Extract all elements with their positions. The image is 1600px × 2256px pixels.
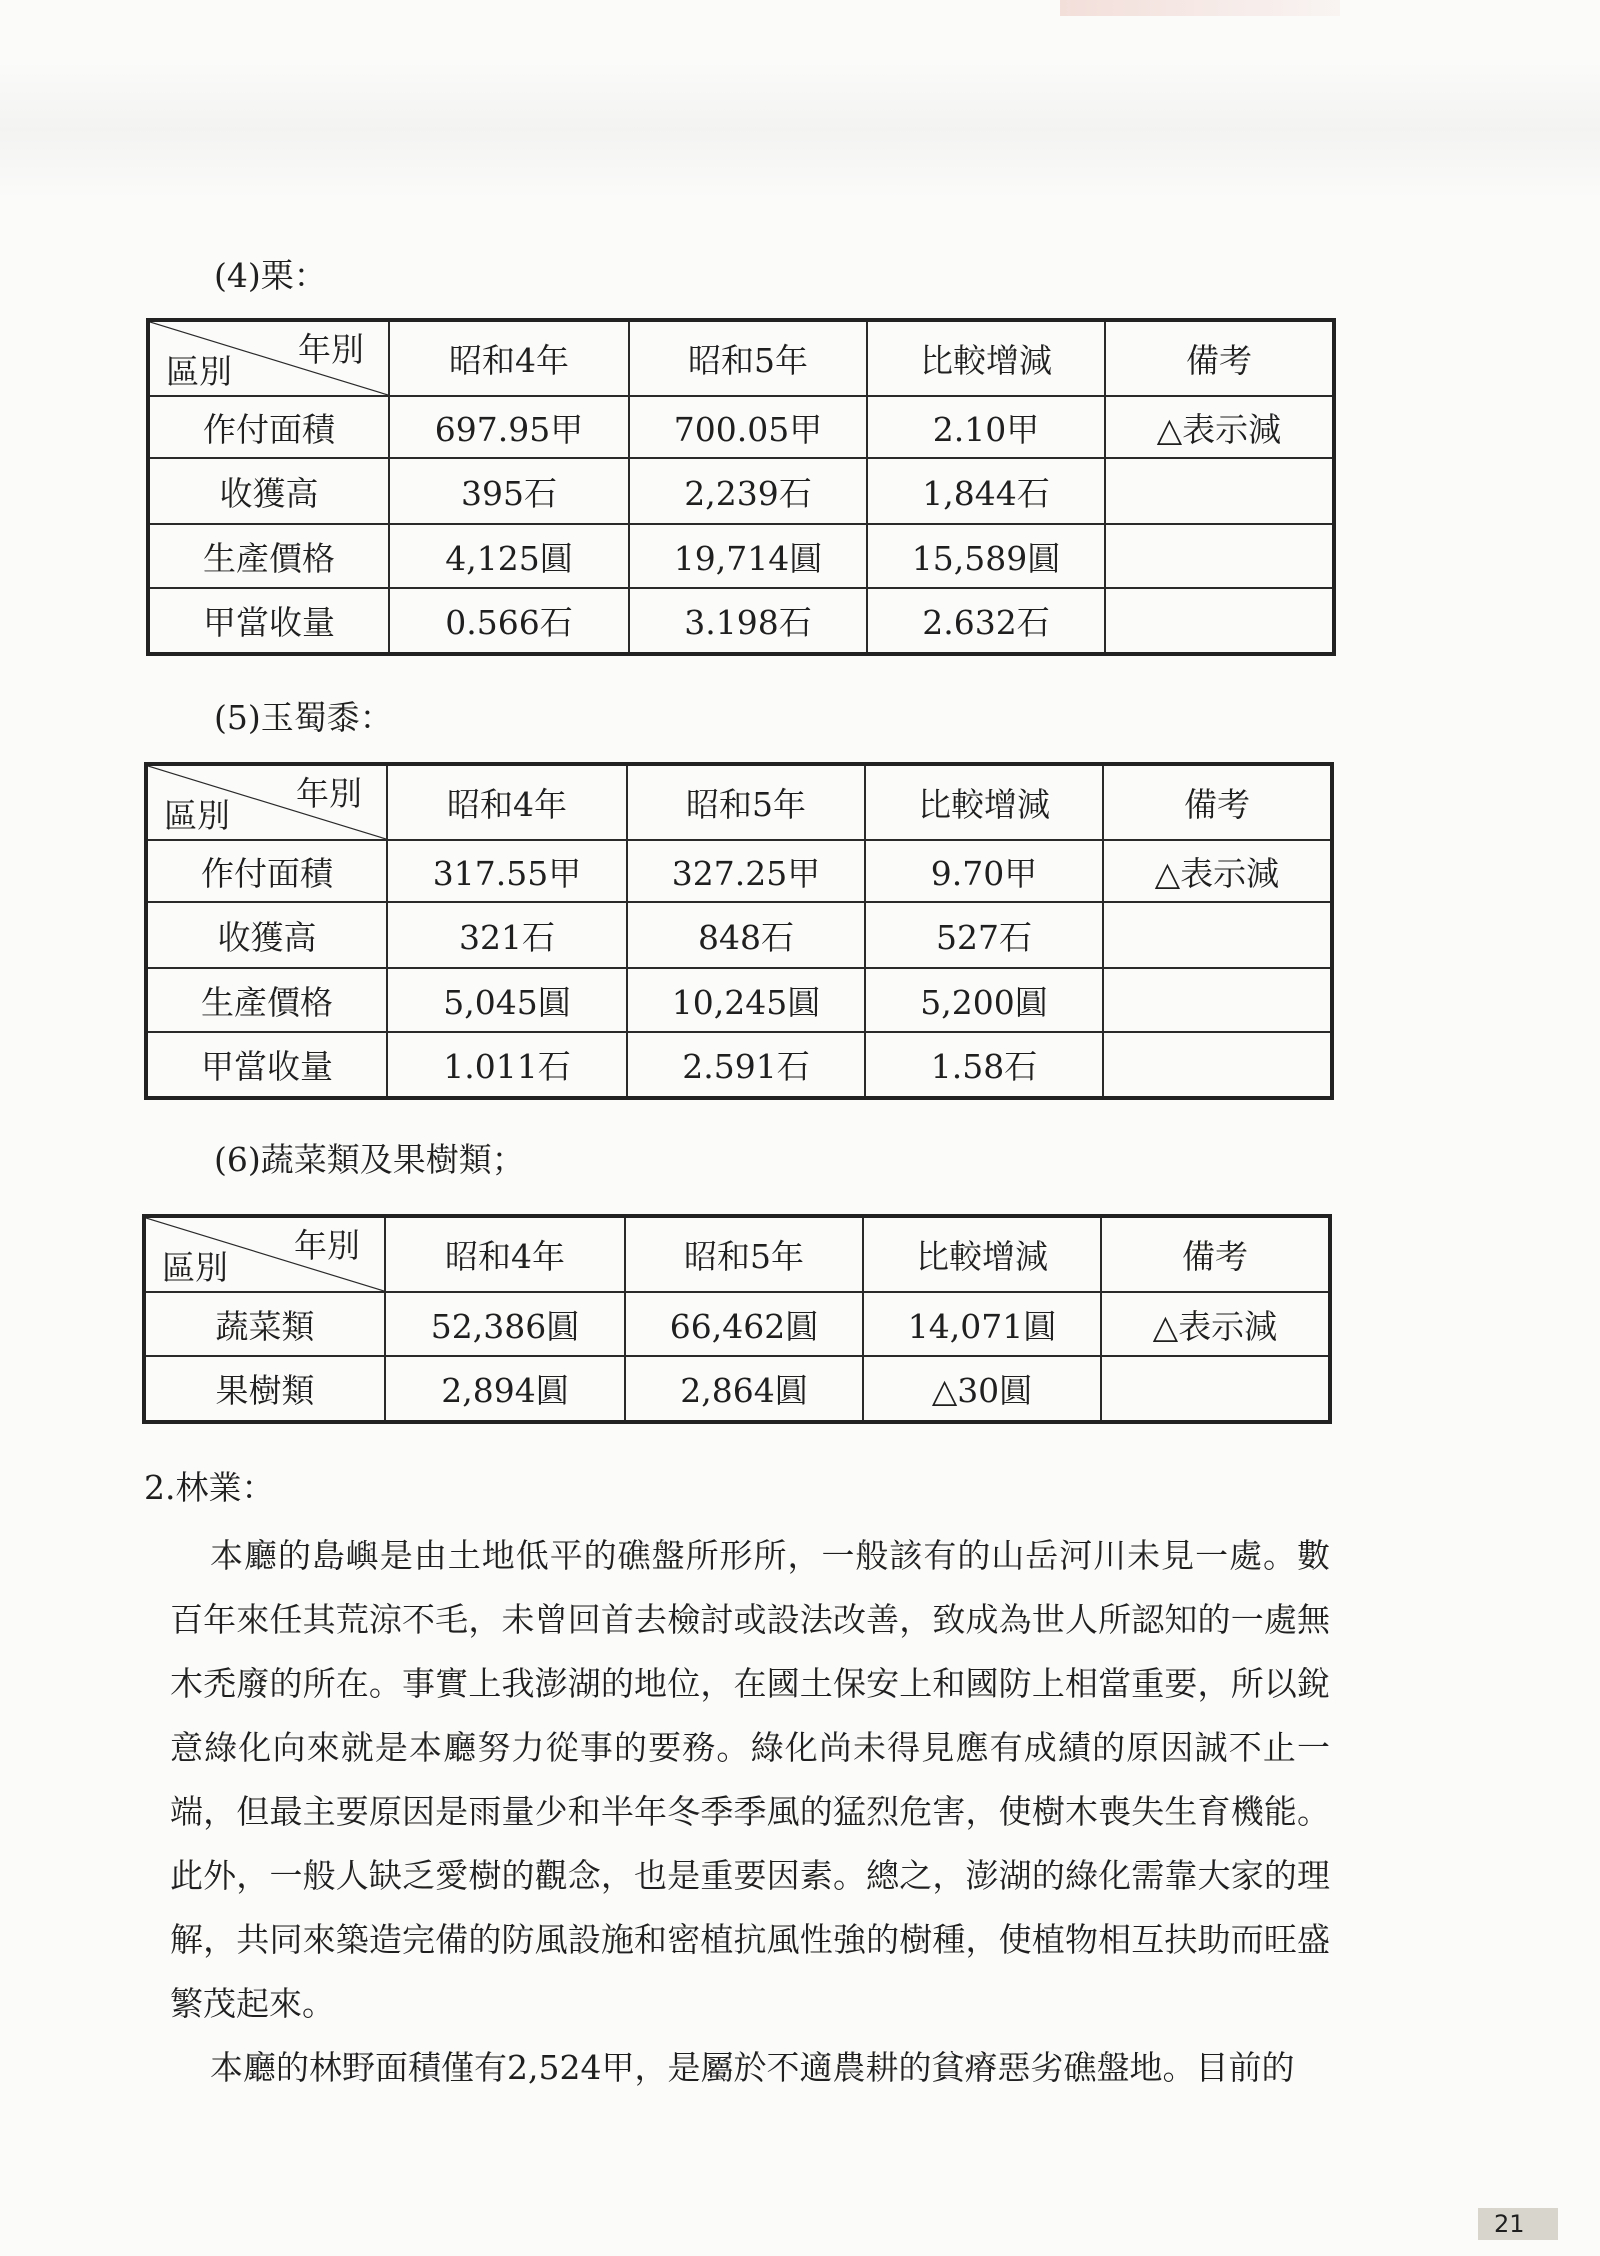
header-col1: 昭和4年 <box>387 764 627 840</box>
cell-v3: 5,200圓 <box>865 968 1103 1032</box>
cell-v2: 2,864圓 <box>625 1356 863 1422</box>
cell-v2: 19,714圓 <box>629 524 867 588</box>
row-label: 甲當收量 <box>148 588 389 654</box>
forestry-paragraph-2: 本廳的林野面積僅有2,524甲，是屬於不適農耕的貧瘠惡劣礁盤地。目前的 <box>210 2048 1295 2087</box>
table-row <box>144 1356 1330 1422</box>
cell-v1: 4,125圓 <box>389 524 629 588</box>
cell-note: △表示減 <box>1101 1292 1330 1356</box>
header-col2: 昭和5年 <box>629 320 867 396</box>
cell-v1: 52,386圓 <box>385 1292 625 1356</box>
row-label: 作付面積 <box>148 396 389 458</box>
page-number: 21 <box>1478 2208 1558 2240</box>
table-row <box>148 524 1334 588</box>
cell-note <box>1105 588 1334 654</box>
cell-v2: 848石 <box>627 902 865 968</box>
header-category-label: 區別 <box>164 796 230 835</box>
forestry-heading: 2.林業： <box>144 1468 275 1507</box>
cell-v3: 2.10甲 <box>867 396 1105 458</box>
header-year-label: 年別 <box>298 330 364 369</box>
cell-v1: 697.95甲 <box>389 396 629 458</box>
cell-v2: 327.25甲 <box>627 840 865 902</box>
header-col3: 比較增減 <box>865 764 1103 840</box>
cell-v2: 10,245圓 <box>627 968 865 1032</box>
table-header-row <box>148 320 1334 396</box>
header-col2: 昭和5年 <box>627 764 865 840</box>
header-col3: 比較增減 <box>863 1216 1101 1292</box>
cell-v3: 527石 <box>865 902 1103 968</box>
cell-v2: 2,239石 <box>629 458 867 524</box>
cell-v2: 2.591石 <box>627 1032 865 1098</box>
table-chestnut <box>146 318 1336 656</box>
table-corn <box>144 762 1334 1100</box>
row-label: 果樹類 <box>144 1356 385 1422</box>
cell-v3: 1.58石 <box>865 1032 1103 1098</box>
cell-v1: 5,045圓 <box>387 968 627 1032</box>
header-category-label: 區別 <box>166 352 232 391</box>
cell-v1: 317.55甲 <box>387 840 627 902</box>
header-col1: 昭和4年 <box>389 320 629 396</box>
header-col1: 昭和4年 <box>385 1216 625 1292</box>
table-row <box>148 396 1334 458</box>
table-row <box>146 902 1332 968</box>
header-col3: 比較增減 <box>867 320 1105 396</box>
cell-v1: 321石 <box>387 902 627 968</box>
cell-note: △表示減 <box>1103 840 1332 902</box>
scan-shading <box>0 60 1600 200</box>
row-label: 甲當收量 <box>146 1032 387 1098</box>
header-category-label: 區別 <box>162 1248 228 1287</box>
row-label: 收獲高 <box>146 902 387 968</box>
row-label: 作付面積 <box>146 840 387 902</box>
header-col2: 昭和5年 <box>625 1216 863 1292</box>
cell-note <box>1103 968 1332 1032</box>
cell-v1: 1.011石 <box>387 1032 627 1098</box>
table-vegetables-fruit <box>142 1214 1332 1424</box>
cell-note <box>1105 524 1334 588</box>
row-label: 收獲高 <box>148 458 389 524</box>
cell-note: △表示減 <box>1105 396 1334 458</box>
header-year-label: 年別 <box>296 774 362 813</box>
table-row <box>146 968 1332 1032</box>
row-label: 蔬菜類 <box>144 1292 385 1356</box>
cell-v1: 2,894圓 <box>385 1356 625 1422</box>
cell-v3: 14,071圓 <box>863 1292 1101 1356</box>
table-row <box>148 458 1334 524</box>
forestry-paragraph-1: 本廳的島嶼是由土地低平的礁盤所形所，一般該有的山岳河川未見一處。數百年來任其荒涼不毛，未曾回首去檢討或設法改善，致成為世人所認知的一處無木禿廢的所在。事實上我澎湖的地位，在國土保安上和國防上相當重要，所以銳意綠化向來就是本廳努力從事的要務。綠化尚未得見應有成績的原因誠不止一端，但最主要原因是雨量少和半年冬季季風的猛烈危害，使樹木喪失生育機能。此外，一般人缺乏愛樹的觀念，也是重要因素。總之，澎湖的綠化需靠大家的理解，共同來築造完備的防風設施和密植抗風性強的樹種，使植物相互扶助而旺盛繁茂起來。 <box>170 1536 1330 2023</box>
row-label: 生產價格 <box>148 524 389 588</box>
cell-v2: 3.198石 <box>629 588 867 654</box>
header-diagonal-cell <box>148 320 389 396</box>
header-col4: 備考 <box>1103 764 1332 840</box>
table-row <box>146 840 1332 902</box>
table-header-row <box>146 764 1332 840</box>
section-title-vegetables-fruit: (6)蔬菜類及果樹類； <box>214 1140 525 1179</box>
cell-v3: 15,589圓 <box>867 524 1105 588</box>
cell-v3: 2.632石 <box>867 588 1105 654</box>
header-col4: 備考 <box>1105 320 1334 396</box>
header-year-label: 年別 <box>294 1226 360 1265</box>
header-diagonal-cell <box>144 1216 385 1292</box>
row-label: 生產價格 <box>146 968 387 1032</box>
table-row <box>144 1292 1330 1356</box>
cell-note <box>1103 902 1332 968</box>
cell-v3: 9.70甲 <box>865 840 1103 902</box>
section-title-chestnut: (4)栗： <box>214 256 327 295</box>
top-edge-mark <box>1060 0 1340 16</box>
cell-v3: △30圓 <box>863 1356 1101 1422</box>
cell-v2: 700.05甲 <box>629 396 867 458</box>
table-row <box>148 588 1334 654</box>
cell-v1: 395石 <box>389 458 629 524</box>
header-col4: 備考 <box>1101 1216 1330 1292</box>
cell-note <box>1103 1032 1332 1098</box>
cell-v1: 0.566石 <box>389 588 629 654</box>
section-title-corn: (5)玉蜀黍： <box>214 698 393 737</box>
table-header-row <box>144 1216 1330 1292</box>
header-diagonal-cell <box>146 764 387 840</box>
table-row <box>146 1032 1332 1098</box>
cell-note <box>1105 458 1334 524</box>
cell-v2: 66,462圓 <box>625 1292 863 1356</box>
cell-v3: 1,844石 <box>867 458 1105 524</box>
cell-note <box>1101 1356 1330 1422</box>
